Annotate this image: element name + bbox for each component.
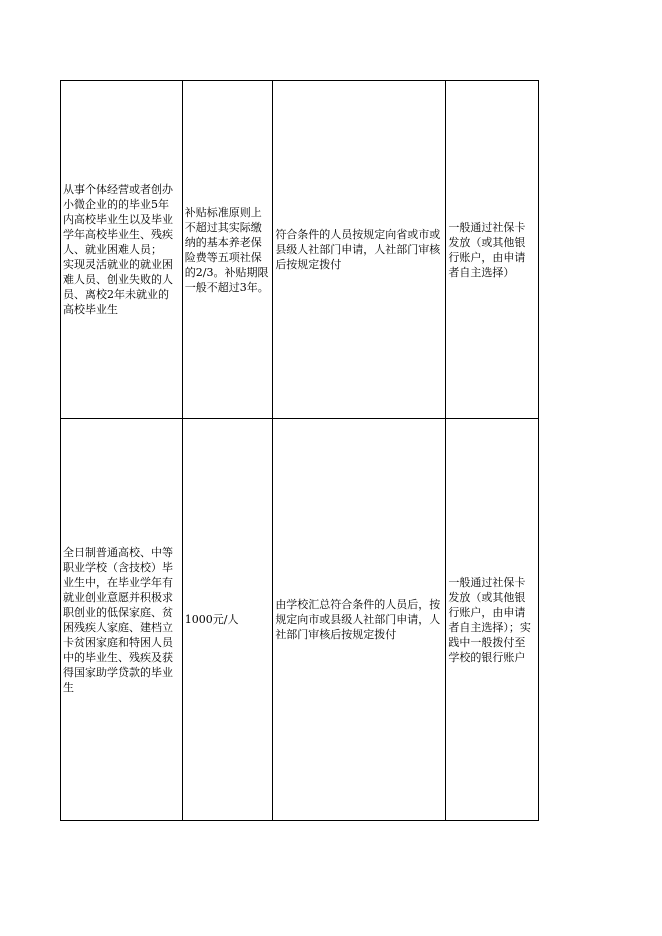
- subsidy-standard-cell: 补贴标准原则上不超过其实际缴纳的基本养老保险费等五项社保的2/3。补贴期限一般不超过3年。: [182, 81, 273, 419]
- table-row: [61, 81, 539, 419]
- payment-method-cell: 一般通过社保卡发放（或其他银行账户，由申请者自主选择）；实践中一般拨付至学校的银行账户: [446, 419, 539, 821]
- subsidy-standard-cell: 1000元/人: [182, 419, 273, 821]
- target-group-cell: 全日制普通高校、中等职业学校（含技校）毕业生中，在毕业学年有就业创业意愿并积极求职创业的低保家庭、贫困残疾人家庭、建档立卡贫困家庭和特困人员中的毕业生、残疾及获得国家助学贷款的毕业生: [61, 419, 183, 821]
- target-group-cell: 从事个体经营或者创办小微企业的的毕业5年内高校毕业生以及毕业学年高校毕业生、残疾人、就业困难人员； 实现灵活就业的就业困难人员、创业失败的人员、离校2年未就业的高校毕业生: [61, 81, 183, 419]
- table-row: [61, 419, 539, 821]
- payment-method-cell: 一般通过社保卡发放（或其他银行账户，由申请者自主选择）: [446, 81, 539, 419]
- application-procedure-cell: 符合条件的人员按规定向省或市或县级人社部门申请，人社部门审核后按规定拨付: [273, 81, 446, 419]
- subsidy-policy-table: [60, 80, 539, 821]
- application-procedure-cell: 由学校汇总符合条件的人员后，按规定向市或县级人社部门申请，人社部门审核后按规定拨付: [273, 419, 446, 821]
